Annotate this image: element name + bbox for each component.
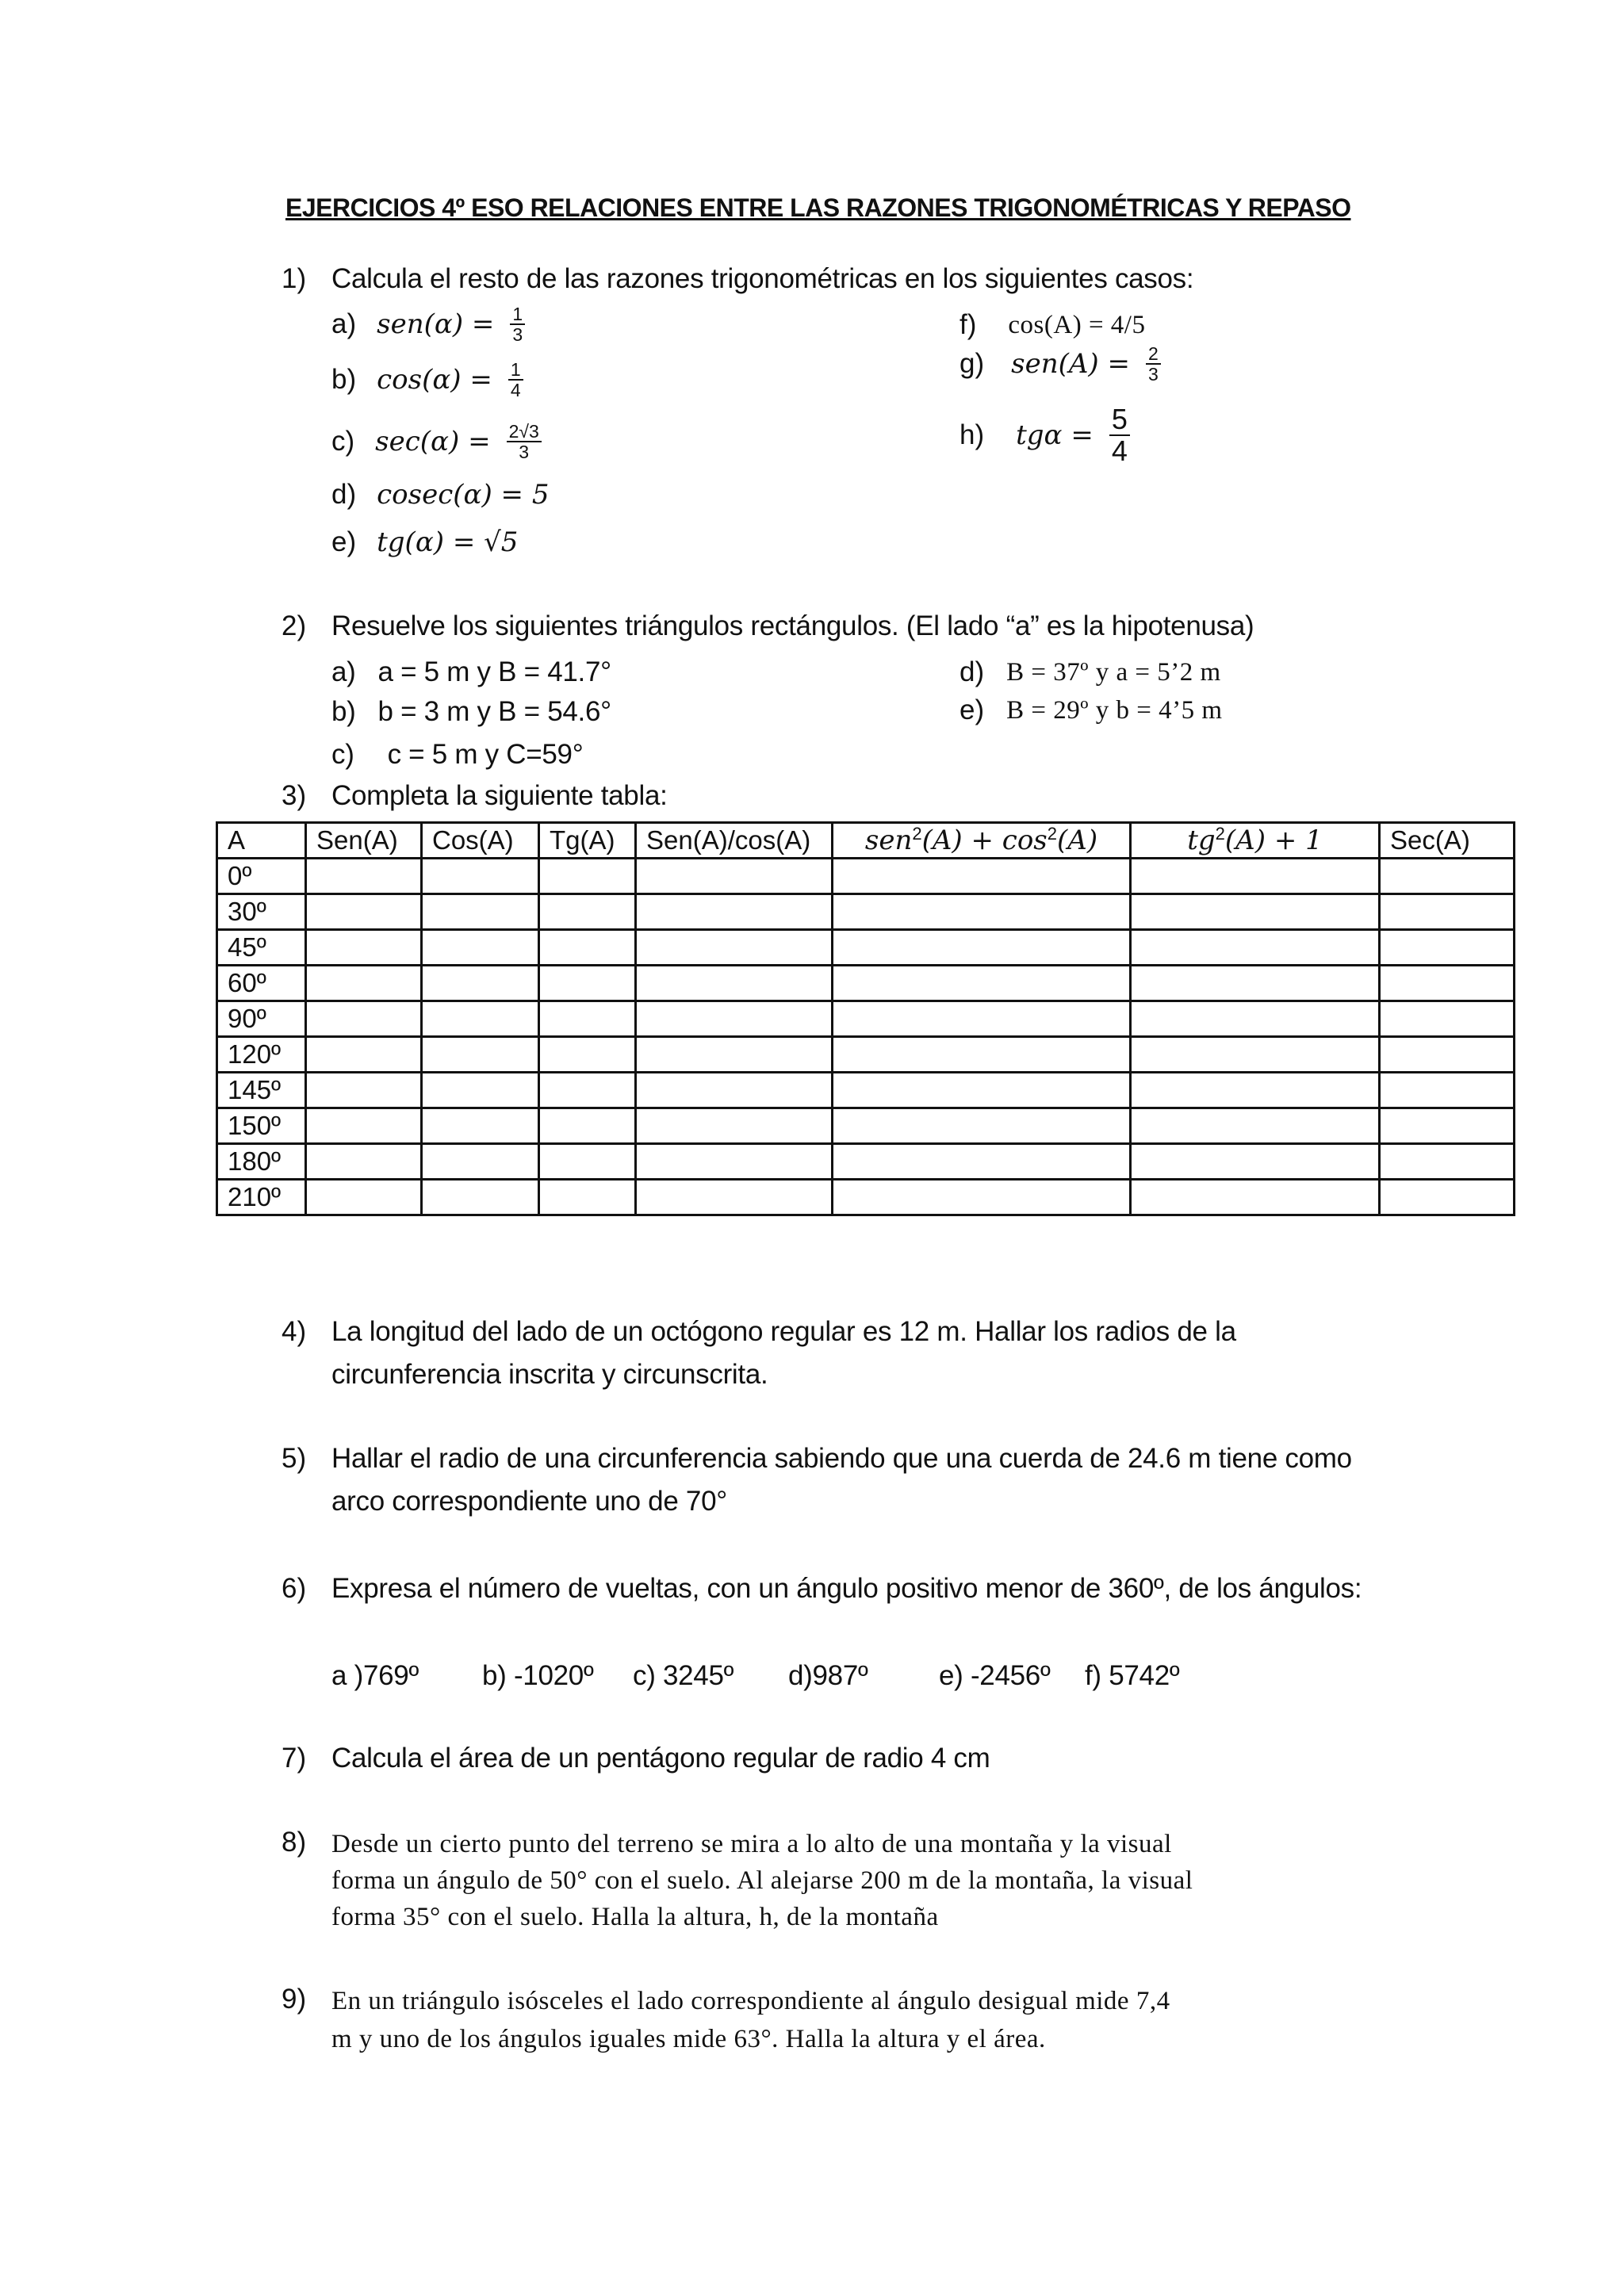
empty-answer-cell[interactable] (1380, 1108, 1515, 1144)
empty-answer-cell[interactable] (833, 1180, 1131, 1215)
exercise-1-statement: Calcula el resto de las razones trigonométricas en los siguientes casos: (331, 263, 1194, 294)
item-label: b) (331, 696, 356, 727)
denominator: 4 (1111, 434, 1128, 467)
trig-table (216, 821, 1515, 1216)
exercise-2-statement: Resuelve los siguientes triángulos rectángulos. (El lado “a” es la hipotenusa) (331, 610, 1254, 641)
empty-answer-cell[interactable] (539, 1108, 636, 1144)
empty-answer-cell[interactable] (422, 930, 539, 966)
exercise-9-number: 9) (282, 1984, 307, 2015)
empty-answer-cell[interactable] (636, 1144, 833, 1180)
empty-answer-cell[interactable] (1131, 1001, 1380, 1037)
exercise-1g (959, 344, 1161, 384)
exercise-6-number: 6) (282, 1573, 307, 1604)
exponent: 2 (1047, 824, 1058, 844)
empty-answer-cell[interactable] (539, 1180, 636, 1215)
empty-answer-cell[interactable] (636, 894, 833, 930)
table-row (217, 1180, 1515, 1215)
angle-cell: 210º (217, 1180, 306, 1215)
exercise-2d (959, 656, 1221, 688)
item-label: d) (331, 479, 357, 510)
empty-answer-cell[interactable] (539, 966, 636, 1001)
exercise-1b (331, 360, 523, 400)
angle-cell: 120º (217, 1037, 306, 1073)
table-row (217, 1001, 1515, 1037)
math-expression: cos(A) = 4/5 (1008, 310, 1146, 339)
item-label: c) (331, 426, 355, 457)
angle-item: d)987º (788, 1660, 868, 1691)
item-label: b) (331, 364, 357, 396)
empty-answer-cell[interactable] (422, 894, 539, 930)
header-angle: A (217, 823, 306, 859)
angle-cell: 150º (217, 1108, 306, 1144)
empty-answer-cell[interactable] (833, 1073, 1131, 1108)
table-row (217, 1108, 1515, 1144)
empty-answer-cell[interactable] (1131, 894, 1380, 930)
item-label: a) (331, 308, 357, 340)
tg-text: tg (1187, 825, 1216, 856)
header-sec: Sec(A) (1380, 823, 1515, 859)
empty-answer-cell[interactable] (1131, 930, 1380, 966)
numerator: 2 (1146, 344, 1161, 365)
header-identity-sen-cos (833, 823, 1131, 859)
angle-cell: 45º (217, 930, 306, 966)
exponent: 2 (912, 824, 922, 844)
empty-answer-cell[interactable] (539, 1037, 636, 1073)
item-label: e) (331, 526, 357, 557)
empty-answer-cell[interactable] (539, 1001, 636, 1037)
empty-answer-cell[interactable] (306, 1108, 422, 1144)
exercise-1d (331, 479, 549, 511)
numerator: 5 (1109, 404, 1130, 436)
exercise-1f (959, 309, 1145, 341)
exercise-5-number: 5) (282, 1443, 307, 1474)
angle-item: a )769º (331, 1660, 419, 1691)
sen-text: sen (864, 825, 913, 856)
plus-cos-text: (A) + cos (921, 825, 1048, 856)
empty-answer-cell[interactable] (636, 1108, 833, 1144)
denominator: 3 (1147, 364, 1159, 385)
exercise-6-statement: Expresa el número de vueltas, con un ángulo positivo menor de 360º, de los ángulos: (331, 1573, 1362, 1604)
empty-answer-cell[interactable] (636, 1073, 833, 1108)
exercise-5-line2: arco correspondiente uno de 70° (331, 1486, 727, 1517)
table-row (217, 1073, 1515, 1108)
exercise-8-line3: forma 35° con el suelo. Halla la altura, h, de la montaña (331, 1903, 939, 1931)
empty-answer-cell[interactable] (422, 1108, 539, 1144)
angle-cell: 180º (217, 1144, 306, 1180)
exercise-4-line1: La longitud del lado de un octógono regular es 12 m. Hallar los radios de la (331, 1316, 1236, 1347)
numerator: 2√3 (507, 422, 542, 442)
empty-answer-cell[interactable] (306, 1001, 422, 1037)
angle-item: c) 3245º (633, 1660, 734, 1691)
empty-answer-cell[interactable] (1131, 859, 1380, 894)
exercise-9-line2: m y uno de los ángulos iguales mide 63°. Halla la altura y el área. (331, 2025, 1046, 2053)
fraction (510, 304, 525, 344)
empty-answer-cell[interactable] (539, 894, 636, 930)
table-row (217, 859, 1515, 894)
item-label: c) (331, 739, 354, 770)
exercise-1c (331, 422, 542, 461)
empty-answer-cell[interactable] (1131, 1073, 1380, 1108)
empty-answer-cell[interactable] (833, 894, 1131, 930)
exercise-7-statement: Calcula el área de un pentágono regular de radio 4 cm (331, 1743, 990, 1774)
empty-answer-cell[interactable] (1380, 1073, 1515, 1108)
empty-answer-cell[interactable] (833, 1001, 1131, 1037)
empty-answer-cell[interactable] (422, 1180, 539, 1215)
math-lhs: tgα = (1016, 419, 1094, 451)
empty-answer-cell[interactable] (306, 894, 422, 930)
item-label: a) (331, 656, 356, 687)
math-expression: cosec(α) = 5 (377, 479, 550, 511)
empty-answer-cell[interactable] (833, 930, 1131, 966)
exercise-2e (959, 695, 1223, 726)
table-row (217, 1144, 1515, 1180)
empty-answer-cell[interactable] (539, 859, 636, 894)
table-header-row (217, 823, 1515, 859)
empty-answer-cell[interactable] (539, 1144, 636, 1180)
angle-item: f) 5742º (1085, 1660, 1180, 1691)
numerator: 1 (508, 360, 523, 381)
empty-answer-cell[interactable] (306, 930, 422, 966)
math-lhs: sen(A) = (1011, 348, 1130, 381)
item-label: h) (959, 419, 985, 450)
empty-answer-cell[interactable] (833, 966, 1131, 1001)
exercise-3-statement: Completa la siguiente tabla: (331, 780, 668, 811)
empty-answer-cell[interactable] (1380, 894, 1515, 930)
item-label: f) (959, 309, 977, 340)
angle-cell: 30º (217, 894, 306, 930)
math-expression: tg(α) = √5 (377, 526, 519, 558)
angle-item: b) -1020º (482, 1660, 594, 1691)
exponent: 2 (1215, 824, 1225, 844)
angle-cell: 145º (217, 1073, 306, 1108)
empty-answer-cell[interactable] (1131, 966, 1380, 1001)
empty-answer-cell[interactable] (1131, 1108, 1380, 1144)
table-row (217, 930, 1515, 966)
item-text: B = 29º y b = 4’5 m (1006, 695, 1223, 725)
numerator: 1 (510, 304, 525, 325)
closing-text: (A) + 1 (1224, 825, 1323, 856)
angle-item: e) -2456º (939, 1660, 1051, 1691)
empty-answer-cell[interactable] (1380, 930, 1515, 966)
fraction (507, 422, 542, 461)
math-lhs: sen(α) = (377, 308, 495, 341)
item-text: B = 37º y a = 5’2 m (1006, 657, 1221, 687)
header-ratio: Sen(A)/cos(A) (636, 823, 833, 859)
empty-answer-cell[interactable] (306, 1037, 422, 1073)
denominator: 4 (510, 380, 521, 401)
exercise-1-number: 1) (282, 263, 307, 294)
exercise-2a (331, 656, 611, 688)
exercise-5-line1: Hallar el radio de una circunferencia sabiendo que una cuerda de 24.6 m tiene como (331, 1443, 1352, 1474)
item-text: a = 5 m y B = 41.7° (377, 656, 611, 687)
denominator: 3 (519, 442, 530, 463)
fraction (508, 360, 523, 400)
exercise-4-line2: circunferencia inscrita y circunscrita. (331, 1359, 768, 1390)
item-text: c = 5 m y C=59° (387, 739, 584, 770)
header-cos: Cos(A) (422, 823, 539, 859)
exercise-2c (331, 739, 583, 771)
empty-answer-cell[interactable] (422, 966, 539, 1001)
header-sen: Sen(A) (306, 823, 422, 859)
empty-answer-cell[interactable] (636, 966, 833, 1001)
empty-answer-cell[interactable] (539, 1073, 636, 1108)
exercise-1e (331, 526, 518, 558)
empty-answer-cell[interactable] (1131, 1180, 1380, 1215)
empty-answer-cell[interactable] (1380, 859, 1515, 894)
exercise-2b (331, 696, 611, 728)
exercise-8-line1: Desde un cierto punto del terreno se mira a lo alto de una montaña y la visual (331, 1830, 1172, 1858)
page-title: EJERCICIOS 4º ESO RELACIONES ENTRE LAS RAZONES TRIGONOMÉTRICAS Y REPASO (285, 193, 1351, 222)
empty-answer-cell[interactable] (306, 1073, 422, 1108)
exercise-7-number: 7) (282, 1743, 307, 1774)
table-row (217, 966, 1515, 1001)
exercise-1a (331, 304, 525, 344)
empty-answer-cell[interactable] (1380, 1180, 1515, 1215)
empty-answer-cell[interactable] (306, 1144, 422, 1180)
exercise-9-line1: En un triángulo isósceles el lado correspondiente al ángulo desigual mide 7,4 (331, 1987, 1170, 2015)
header-identity-tg (1131, 823, 1380, 859)
empty-answer-cell[interactable] (636, 1180, 833, 1215)
header-tg: Tg(A) (539, 823, 636, 859)
item-text: b = 3 m y B = 54.6° (377, 696, 611, 727)
empty-answer-cell[interactable] (833, 859, 1131, 894)
empty-answer-cell[interactable] (1380, 1037, 1515, 1073)
empty-answer-cell[interactable] (1131, 1037, 1380, 1073)
item-label: d) (959, 656, 985, 687)
angle-cell: 90º (217, 1001, 306, 1037)
math-lhs: cos(α) = (377, 364, 492, 396)
empty-answer-cell[interactable] (833, 1037, 1131, 1073)
table-row (217, 894, 1515, 930)
empty-answer-cell[interactable] (636, 1037, 833, 1073)
item-label: g) (959, 348, 985, 380)
angle-cell: 0º (217, 859, 306, 894)
exercise-3-number: 3) (282, 780, 307, 811)
empty-answer-cell[interactable] (636, 1001, 833, 1037)
empty-answer-cell[interactable] (422, 1037, 539, 1073)
fraction (1146, 344, 1161, 384)
empty-answer-cell[interactable] (306, 966, 422, 1001)
angle-cell: 60º (217, 966, 306, 1001)
empty-answer-cell[interactable] (1380, 1144, 1515, 1180)
empty-answer-cell[interactable] (422, 1001, 539, 1037)
empty-answer-cell[interactable] (539, 930, 636, 966)
exercise-6-angles (331, 1660, 1179, 1692)
empty-answer-cell[interactable] (1380, 1001, 1515, 1037)
empty-answer-cell[interactable] (1380, 966, 1515, 1001)
exercise-8-number: 8) (282, 1827, 307, 1858)
denominator: 3 (512, 324, 523, 346)
exercise-4-number: 4) (282, 1316, 307, 1347)
empty-answer-cell[interactable] (422, 1073, 539, 1108)
exercise-1h (959, 404, 1130, 466)
closing-text: (A) (1057, 825, 1098, 856)
exercise-2-number: 2) (282, 610, 307, 641)
empty-answer-cell[interactable] (1131, 1144, 1380, 1180)
empty-answer-cell[interactable] (306, 859, 422, 894)
empty-answer-cell[interactable] (833, 1144, 1131, 1180)
empty-answer-cell[interactable] (636, 930, 833, 966)
exercise-8-line2: forma un ángulo de 50° con el suelo. Al alejarse 200 m de la montaña, la visual (331, 1866, 1193, 1895)
empty-answer-cell[interactable] (636, 859, 833, 894)
item-label: e) (959, 695, 985, 725)
empty-answer-cell[interactable] (306, 1180, 422, 1215)
empty-answer-cell[interactable] (833, 1108, 1131, 1144)
math-lhs: sec(α) = (375, 426, 491, 458)
table-row (217, 1037, 1515, 1073)
empty-answer-cell[interactable] (422, 859, 539, 894)
fraction (1109, 404, 1130, 466)
empty-answer-cell[interactable] (422, 1144, 539, 1180)
